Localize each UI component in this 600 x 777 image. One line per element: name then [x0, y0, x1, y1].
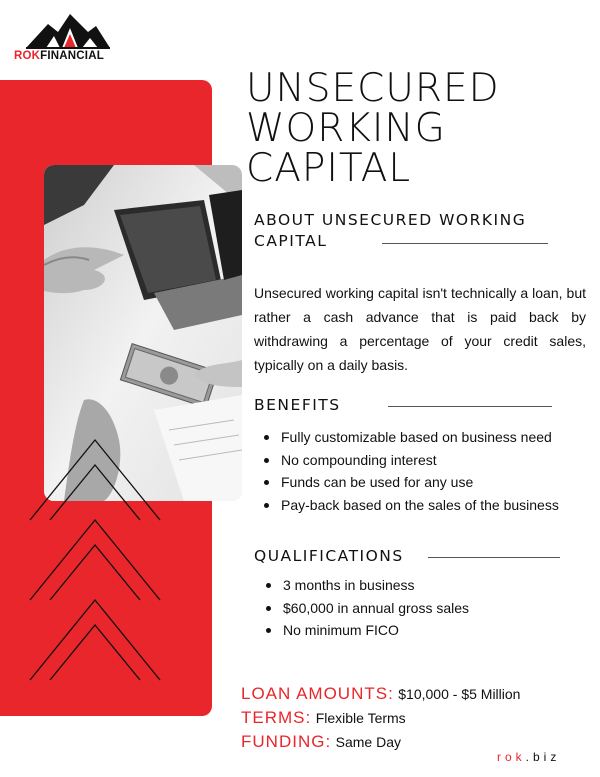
- qualifications-heading: QUALIFICATIONS: [254, 547, 404, 565]
- website-tld: .biz: [525, 750, 561, 764]
- qualifications-divider: [428, 557, 560, 558]
- list-item: Pay-back based on the sales of the business: [263, 494, 559, 517]
- title-line-1: UNSECURED: [246, 66, 500, 111]
- loan-amounts-label: LOAN AMOUNTS:: [241, 684, 394, 703]
- about-divider: [382, 243, 548, 244]
- list-item: Fully customizable based on business need: [263, 426, 559, 449]
- logo-financial: FINANCIAL: [40, 50, 104, 62]
- about-heading: [254, 210, 526, 252]
- terms-label: TERMS:: [241, 708, 312, 727]
- funding-row: [241, 732, 401, 752]
- benefits-divider: [388, 406, 552, 407]
- benefits-heading: BENEFITS: [254, 396, 341, 414]
- about-heading-line-2: CAPITAL: [254, 232, 328, 250]
- loan-amounts-value: $10,000 - $5 Million: [398, 686, 521, 702]
- website-rok: rok: [497, 750, 526, 764]
- loan-amounts-row: [241, 684, 520, 704]
- benefits-list: [263, 426, 559, 516]
- list-item: $60,000 in annual gross sales: [265, 597, 469, 620]
- about-heading-line-1: ABOUT UNSECURED WORKING: [254, 211, 527, 229]
- list-item: No minimum FICO: [265, 619, 469, 642]
- list-item: No compounding interest: [263, 449, 559, 472]
- title-line-2: WORKING: [246, 106, 446, 151]
- logo-rok: ROK: [14, 50, 41, 62]
- website-link[interactable]: [497, 750, 560, 764]
- funding-value: Same Day: [335, 734, 401, 750]
- terms-row: [241, 708, 406, 728]
- title-line-3: CAPITAL: [246, 146, 412, 191]
- terms-value: Flexible Terms: [315, 710, 406, 726]
- list-item: 3 months in business: [265, 574, 469, 597]
- list-item: Funds can be used for any use: [263, 471, 559, 494]
- page-title: [246, 66, 500, 191]
- qualifications-list: [265, 574, 469, 642]
- about-paragraph: Unsecured working capital isn't technically a loan, but rather a cash advance that is paid back by withdrawing a percentage of your credit sales, typically on a daily basis.: [254, 285, 586, 373]
- funding-label: FUNDING:: [241, 732, 332, 751]
